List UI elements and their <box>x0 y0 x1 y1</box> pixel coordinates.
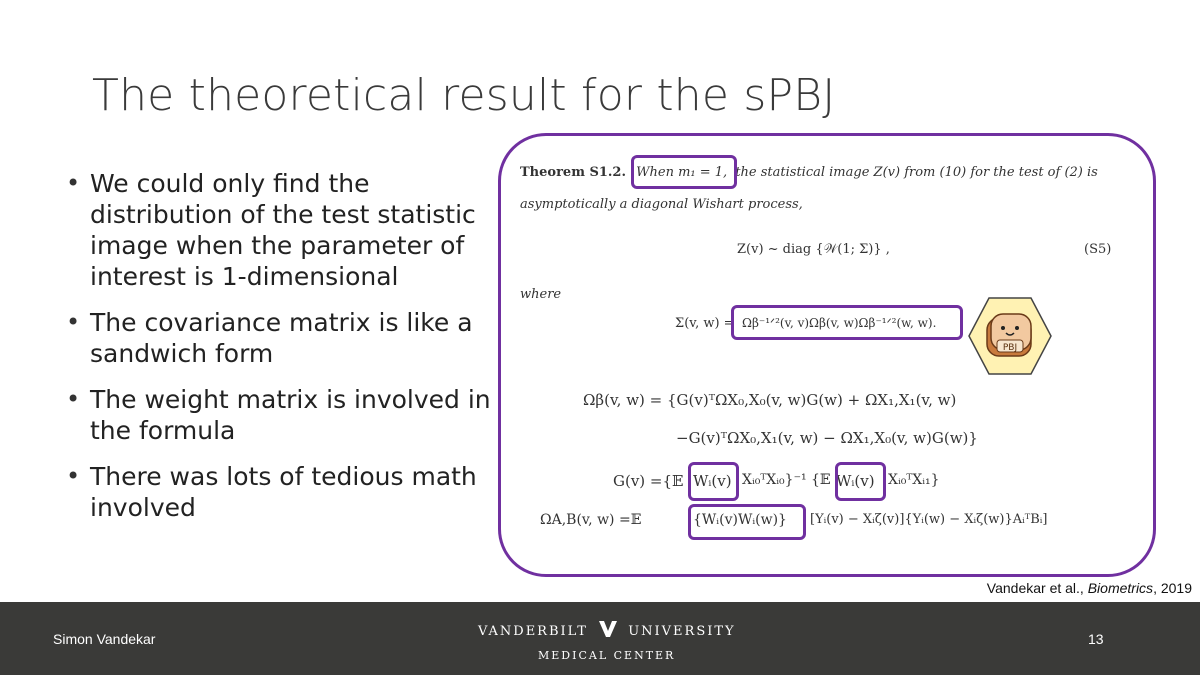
footer-bar <box>0 602 1200 675</box>
sigma-sandwich-highlight <box>731 305 963 340</box>
logo-line-1 <box>478 620 736 639</box>
bullet-item: • The weight matrix is involved in the formula <box>64 384 494 446</box>
pbj-sandwich-icon <box>967 296 1053 376</box>
citation-authors: Vandekar et al., <box>986 580 1088 596</box>
omega-ab-lhs: ΩA,B(v, w) =𝔼 <box>540 512 642 528</box>
g-end: Xᵢ₀ᵀXᵢ₁} <box>888 472 940 488</box>
theorem-label: Theorem S1.2. <box>520 165 626 180</box>
presenter-name: Simon Vandekar <box>53 631 156 647</box>
g-mid: Xᵢ₀ᵀXᵢ₀}⁻¹ {𝔼 <box>742 472 831 488</box>
theorem-statement-2: asymptotically a diagonal Wishart process, <box>520 197 803 212</box>
g-weight-2: Wᵢ(v) <box>836 472 875 490</box>
logo-vanderbilt: VANDERBILT <box>478 624 588 639</box>
pbj-badge-text: PBJ <box>1002 343 1018 353</box>
vanderbilt-v-icon <box>598 620 618 638</box>
condition-highlight <box>631 155 737 189</box>
theorem-condition: When m₁ = 1, <box>636 165 728 180</box>
logo-medical-center: MEDICAL CENTER <box>538 649 676 662</box>
bullet-list <box>64 168 494 538</box>
theorem-line-1 <box>520 165 1098 180</box>
citation-journal: Biometrics <box>1087 580 1154 596</box>
slide-title: The theoretical result for the sPBJ <box>92 70 836 121</box>
theorem-statement-1: the statistical image Z(v) from (10) for the test of (2) is <box>735 165 1098 180</box>
equation-s5-tag: (S5) <box>1084 242 1112 257</box>
g-weight-1: Wᵢ(v) <box>693 472 732 490</box>
weight-highlight-1 <box>688 462 739 501</box>
omega-beta-line-2: −G(v)ᵀΩX₀,X₁(v, w) − ΩX₁,X₀(v, w)G(w)} <box>676 429 978 447</box>
sigma-lhs: Σ(v, w) = <box>675 316 735 331</box>
where-text: where <box>520 287 562 302</box>
logo-university: UNIVERSITY <box>628 624 736 639</box>
equation-s5: Z(v) ~ diag {𝒲(1; Σ)} , <box>737 242 890 257</box>
bullet-item: • We could only find the distribution of the test statistic image when the parameter of interest is 1-dimensional <box>64 168 494 292</box>
g-lhs: G(v) ={𝔼 <box>613 472 684 490</box>
weight-highlight-3 <box>688 504 806 540</box>
bullet-item: • There was lots of tedious math involved <box>64 461 494 523</box>
vanderbilt-logo <box>478 620 736 665</box>
citation <box>987 580 1192 596</box>
omega-beta-line-1: Ωβ(v, w) = {G(v)ᵀΩX₀,X₀(v, w)G(w) + ΩX₁,X₁(v, w) <box>583 391 957 409</box>
page-number: 13 <box>1088 631 1104 647</box>
weight-highlight-2 <box>835 462 886 501</box>
sigma-rhs: Ωβ⁻¹ᐟ²(v, v)Ωβ(v, w)Ωβ⁻¹ᐟ²(w, w). <box>742 316 937 330</box>
bullet-item: • The covariance matrix is like a sandwich form <box>64 307 494 369</box>
omega-ab-weight: {Wᵢ(v)Wᵢ(w)} <box>693 512 787 528</box>
citation-year: , 2019 <box>1153 580 1192 596</box>
omega-ab-rest: [Yᵢ(v) − Xᵢζ(v)]{Yᵢ(w) − Xᵢζ(w)}AᵢᵀBᵢ] <box>810 512 1048 527</box>
